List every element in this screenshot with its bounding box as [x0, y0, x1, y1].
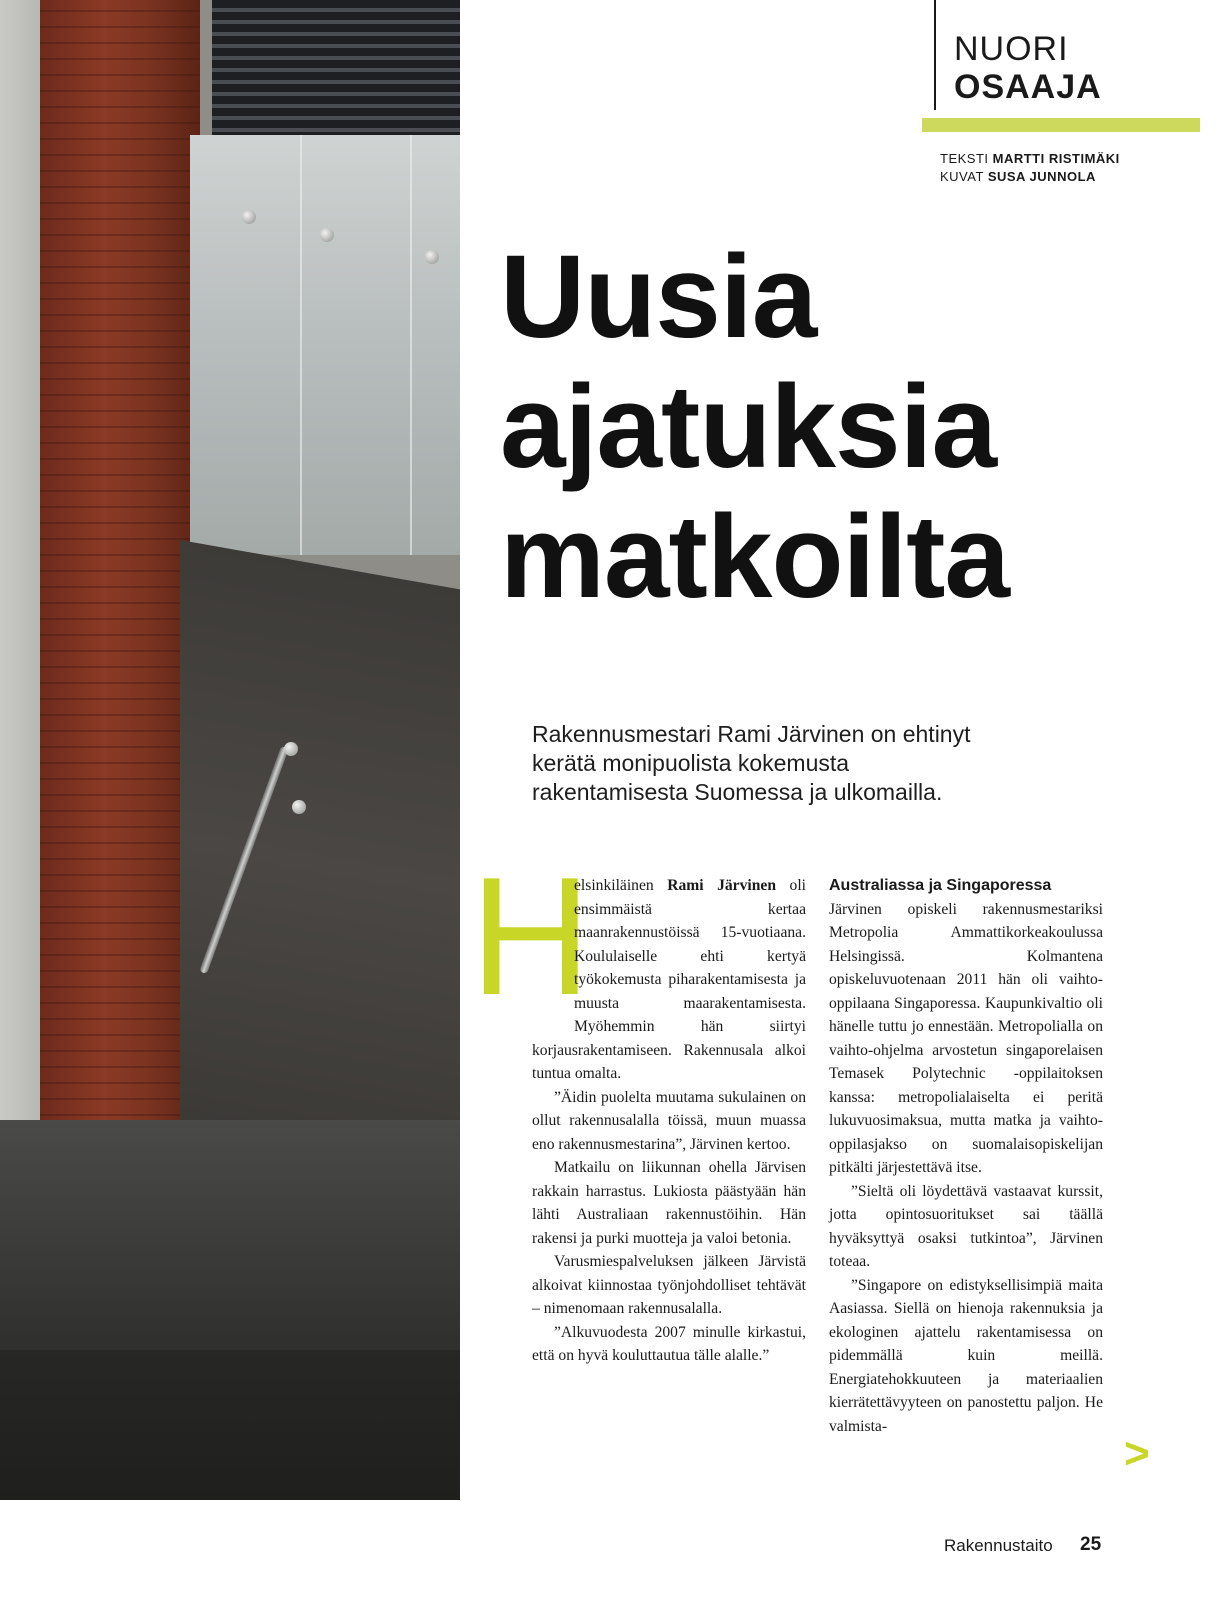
- person-name: Rami Järvinen: [667, 877, 777, 894]
- section-rule: [934, 0, 936, 110]
- article-paragraph: Järvinen opiskeli rakennusmestariksi Metropolia Ammattikorkeakoulussa Helsingissä. Kolmantena opiskeluvuotenaan 2011 hän oli vaihto-oppilaana Singaporessa. Kaupunkivaltio oli hänelle tuttu jo ennestään. Metropolialla on vaihto-ohjelma arvostetun singaporelaisen Temasek Polytechnic -oppilaitoksen kanssa: metropolialaiselta ei peritä lukuvuosimaksua, mutta matka ja vaihto-oppilasjakso on suomalaisopiskelijan pitkälti järjestettävä itse.: [829, 900, 1103, 1176]
- footer-magazine-name: Rakennustaito: [944, 1536, 1053, 1555]
- byline-photo-label: KUVAT: [940, 169, 984, 184]
- article-column-1: [532, 874, 806, 1368]
- byline: [940, 150, 1120, 186]
- article-paragraph: ”Singapore on edistyksellisimpiä maita Aasiassa. Siellä on hienoja rakennuksia ja ekologinen ajattelu rakentamisessa on pidemmällä kuin meillä. Energiatehokkuuteen ja materiaalien kierrätettävyyteen on panostettu paljon. He valmista-: [829, 1276, 1103, 1435]
- photo-glass-railing: [190, 135, 460, 555]
- article-paragraph: ”Alkuvuodesta 2007 minulle kirkastui, että on hyvä kouluttautua tälle alalle.”: [532, 1323, 806, 1364]
- article-paragraph: ”Äidin puolelta muutama sukulainen on ollut rakennusalalla töissä, muun muassa eno rakennusmestarina”, Järvinen kertoo.: [532, 1088, 806, 1153]
- headline-line: Uusia: [500, 231, 817, 363]
- photo-glass-bolt: [242, 210, 256, 224]
- article-paragraph: [532, 874, 806, 1086]
- article-paragraph: ”Sieltä oli löydettävä vastaavat kurssit, jotta opintosuoritukset sai täällä hyväksyttyä osaksi tutkintoa”, Järvinen toteaa.: [829, 1182, 1103, 1270]
- byline-text-label: TEKSTI: [940, 151, 989, 166]
- footer-page-number: 25: [1080, 1534, 1102, 1555]
- article-column-2: [829, 874, 1103, 1438]
- photo-handrail-bracket: [292, 800, 306, 814]
- photo-stone-wall: [180, 540, 460, 1189]
- article-paragraph: Varusmiespalveluksen jälkeen Järvistä alkoivat kiinnostaa työnjohdolliset tehtävät – nimenomaan rakennusalalla.: [532, 1253, 806, 1317]
- drop-cap: H: [470, 842, 592, 1030]
- paragraph-text: oli ensimmäistä kertaa maanrakennustöissä 15-vuotiaana. Koululaiselle ehti kertyä työkokemusta piharakentamisesta ja muusta maarakentamisesta. Myöhemmin hän siirtyi korjausrakentamiseen. Rakennusala alkoi tuntua omalta.: [532, 877, 806, 1082]
- byline-text: [940, 150, 1120, 168]
- article-lead: Rakennusmestari Rami Järvinen on ehtinyt kerätä monipuolista kokemusta rakentamisesta Suomessa ja ulkomailla.: [532, 721, 971, 805]
- headline-line: ajatuksia: [500, 361, 997, 493]
- photo-handrail-bracket: [284, 742, 298, 756]
- photo-glass-bolt: [320, 228, 334, 242]
- byline-photo-author: SUSA JUNNOLA: [987, 169, 1096, 184]
- photo-stair-step: [0, 1120, 460, 1350]
- section-kicker-light: NUORI: [954, 30, 1069, 68]
- photo-glass-seam: [410, 135, 412, 555]
- section-accent-bar: [922, 118, 1200, 132]
- continue-arrow-icon: >: [1124, 1429, 1150, 1478]
- headline-line: matkoilta: [500, 491, 1010, 623]
- section-kicker-bold: OSAAJA: [954, 68, 1102, 106]
- byline-text-author: MARTTI RISTIMÄKI: [992, 151, 1120, 166]
- photo-glass-seam: [300, 135, 302, 555]
- article-subheading: Australiassa ja Singaporessa: [829, 877, 1052, 894]
- article-headline: [500, 232, 1009, 622]
- byline-photo: [940, 168, 1120, 186]
- photo-window-blinds: [212, 0, 460, 135]
- drop-cap-spacer: [532, 874, 574, 1038]
- article-paragraph: Matkailu on liikunnan ohella Järvisen rakkain harrastus. Lukiosta päästyään hän lähti Australiaan rakennustöihin. Hän rakensi ja purki muotteja ja valoi betonia.: [532, 1159, 806, 1247]
- photo-glass-bolt: [425, 250, 439, 264]
- photo-stair-step: [0, 1350, 460, 1500]
- paragraph-text: elsinkiläinen: [574, 877, 668, 894]
- cover-photo: [0, 0, 460, 1500]
